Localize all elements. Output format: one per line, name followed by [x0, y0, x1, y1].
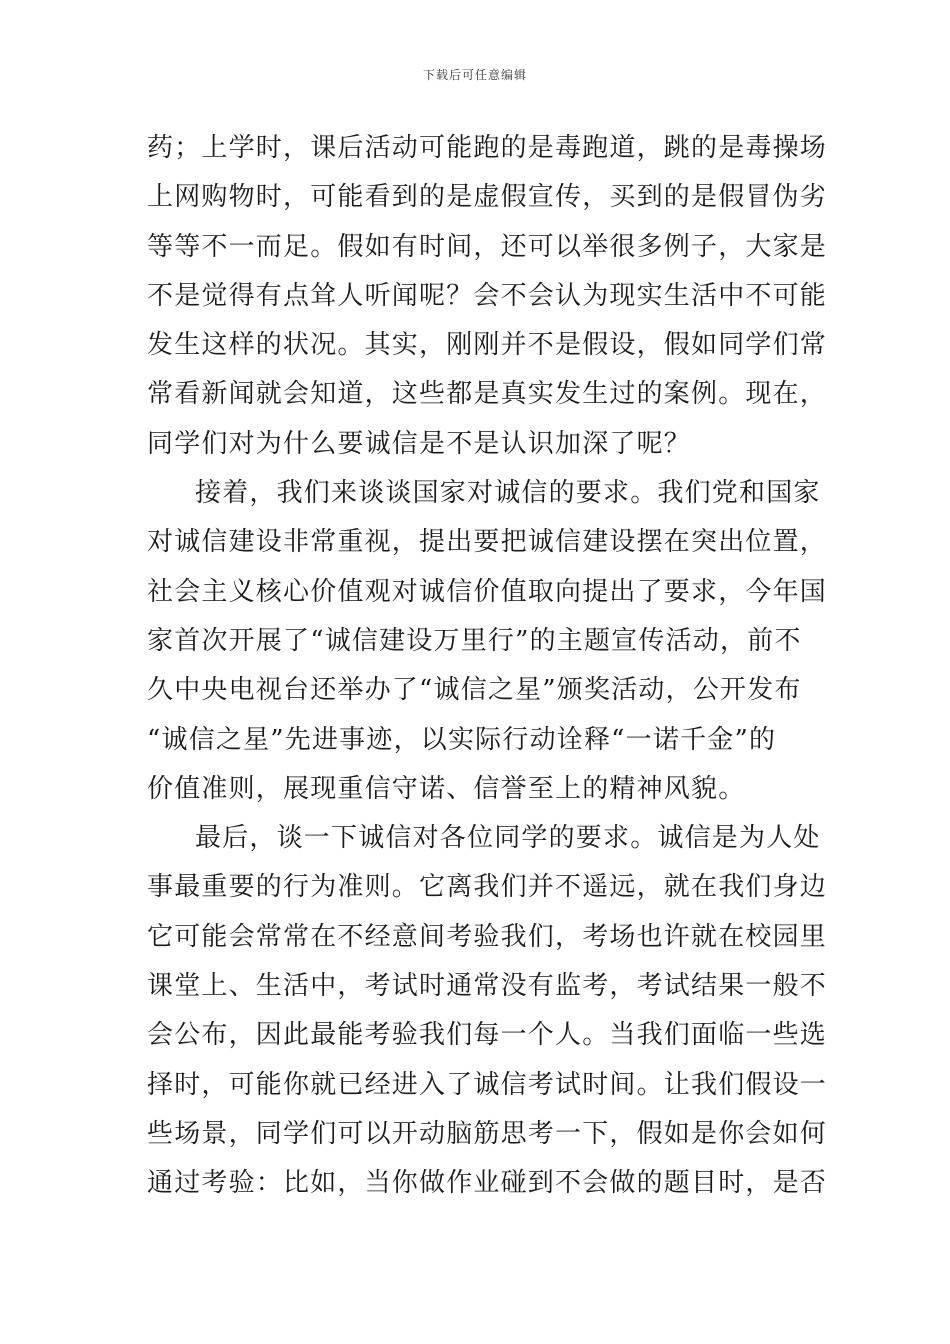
text-line: 常看新闻就会知道，这些都是真实发生过的案例。现在， — [147, 379, 828, 410]
paragraph-start-line: 最后，谈一下诚信对各位同学的要求。诚信是为人处 — [195, 823, 821, 854]
text-line: 它可能会常常在不经意间考验我们，考场也许就在校园里 — [147, 921, 828, 952]
text-line: 会公布，因此最能考验我们每一个人。当我们面临一些选 — [147, 1020, 828, 1051]
text-line: 等等不一而足。假如有时间，还可以举很多例子，大家是 — [147, 231, 828, 262]
text-line: 些场景，同学们可以开动脑筋思考一下，假如是你会如何 — [147, 1118, 828, 1149]
paragraph-start-line: 接着，我们来谈谈国家对诚信的要求。我们党和国家 — [195, 478, 821, 509]
document-body — [147, 124, 828, 1209]
text-line: 课堂上、生活中，考试时通常没有监考，考试结果一般不 — [147, 971, 828, 1002]
text-line: 发生这样的状况。其实，刚刚并不是假设，假如同学们常 — [147, 330, 828, 361]
text-line: “诚信之星”先进事迹，以实际行动诠释“一诺千金”的 — [147, 724, 777, 755]
page-header: 下载后可任意编辑 — [422, 68, 527, 82]
text-line: 择时，可能你就已经进入了诚信考试时间。让我们假设一 — [147, 1069, 828, 1100]
text-line: 上网购物时，可能看到的是虚假宣传，买到的是假冒伪劣 — [147, 182, 828, 213]
text-line: 对诚信建设非常重视，提出要把诚信建设摆在突出位置， — [147, 527, 828, 558]
text-line: 久中央电视台还举办了“诚信之星”颁奖活动，公开发布 — [147, 675, 802, 706]
text-line: 家首次开展了“诚信建设万里行”的主题宣传活动，前不 — [147, 625, 802, 656]
text-line: 价值准则，展现重信守诺、信誉至上的精神风貌。 — [147, 773, 746, 804]
text-line: 同学们对为什么要诚信是不是认识加深了呢？ — [147, 428, 692, 459]
text-line: 不是觉得有点耸人听闻呢？会不会认为现实生活中不可能 — [147, 280, 828, 311]
text-line: 事最重要的行为准则。它离我们并不遥远，就在我们身边 — [147, 872, 828, 903]
text-line: 社会主义核心价值观对诚信价值取向提出了要求，今年国 — [147, 576, 828, 607]
text-line: 通过考验：比如，当你做作业碰到不会做的题目时，是否 — [147, 1168, 828, 1199]
text-line: 药；上学时，课后活动可能跑的是毒跑道，跳的是毒操场 — [147, 133, 828, 163]
